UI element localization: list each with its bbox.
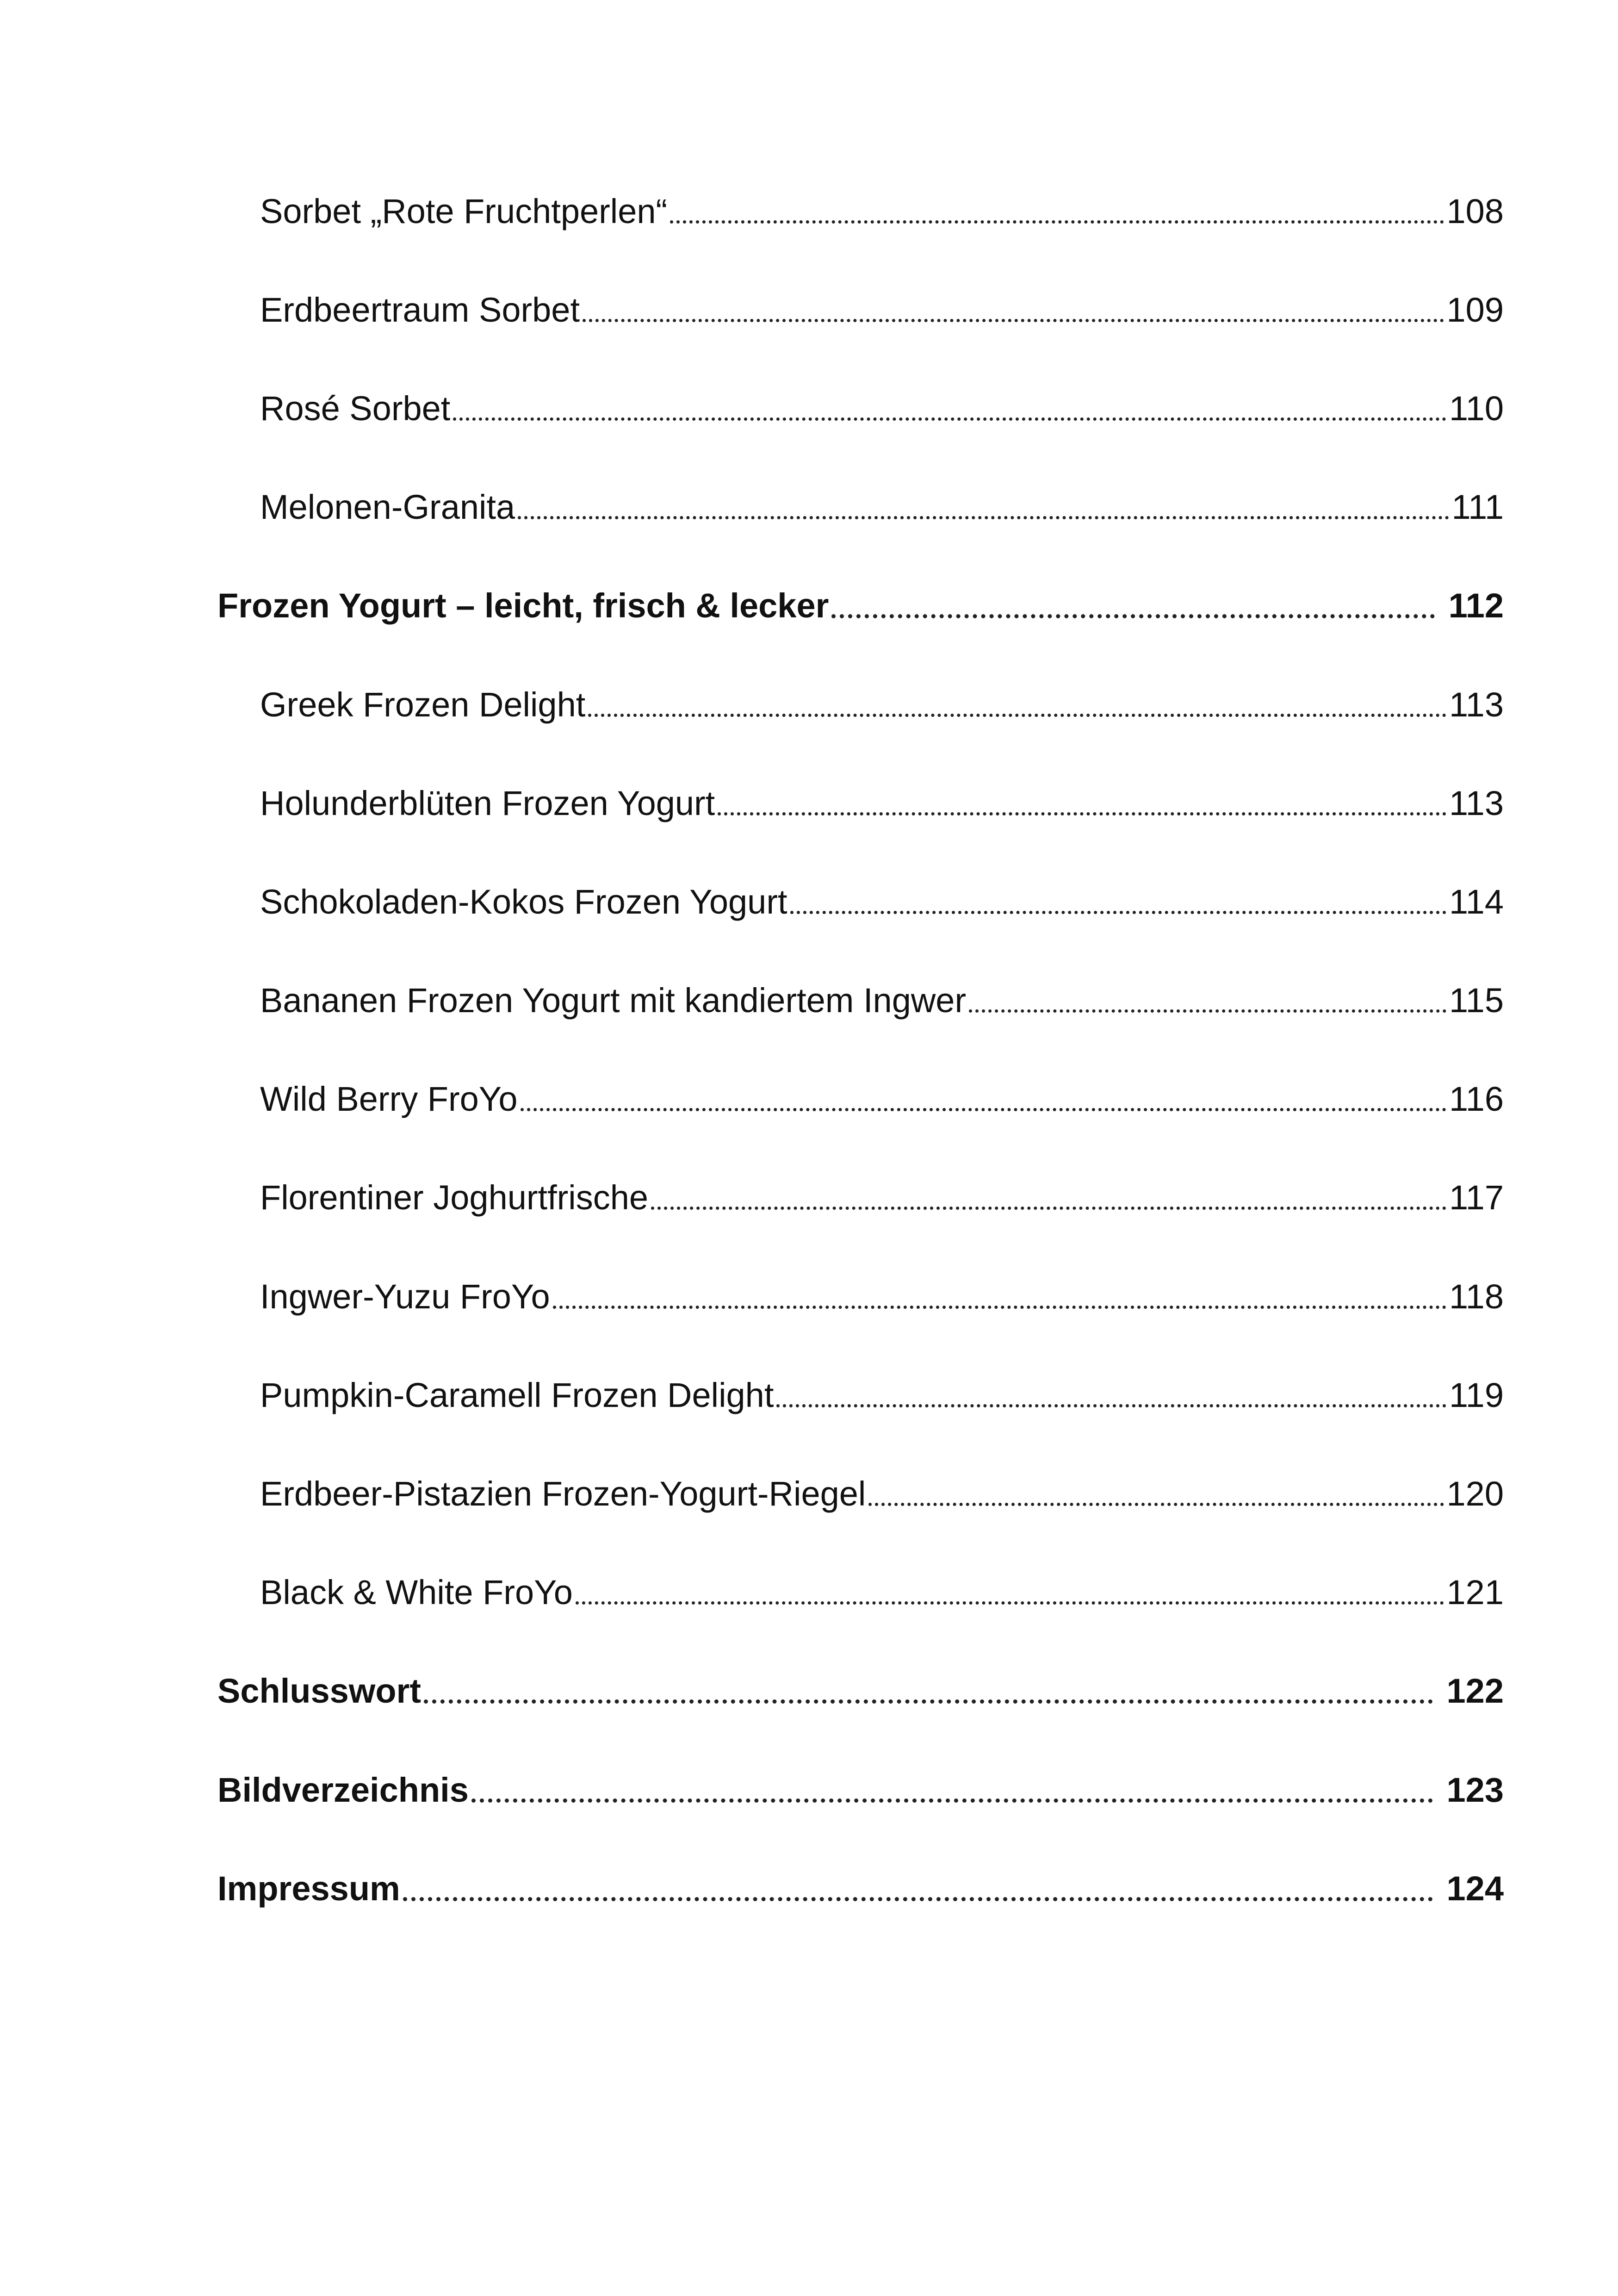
toc-entry-page: 113 [1449, 784, 1504, 822]
toc-chapter-schlusswort[interactable] [217, 1642, 1504, 1741]
toc-entry-schokoladen-kokos-frozen-yogurt[interactable] [217, 852, 1504, 951]
toc-chapter-title: Frozen Yogurt – leicht, frisch & lecker [217, 589, 831, 623]
toc-entry-page: 120 [1446, 1475, 1504, 1513]
toc-entry-greek-frozen-delight[interactable] [217, 655, 1504, 754]
dot-leader [424, 1673, 1433, 1710]
toc-entry-title: Melonen-Granita [260, 490, 518, 524]
toc-entry-title: Erdbeer-Pistazien Frozen-Yogurt-Riegel [260, 1477, 868, 1511]
dot-leader [518, 489, 1449, 526]
toc-entry-page: 118 [1449, 1277, 1504, 1316]
toc-entry-bananen-frozen-yogurt[interactable] [217, 952, 1504, 1050]
toc-entry-page: 109 [1446, 290, 1504, 329]
toc-entry-erdbeer-pistazien-riegel[interactable] [217, 1444, 1504, 1543]
toc-entry-page: 113 [1449, 685, 1504, 724]
toc-entry-title: Erdbeertraum Sorbet [260, 293, 583, 327]
dot-leader [868, 1475, 1444, 1512]
toc-entry-ingwer-yuzu-froyo[interactable] [217, 1247, 1504, 1346]
toc-entry-page: 119 [1449, 1375, 1504, 1414]
toc-entry-page: 117 [1449, 1178, 1504, 1217]
toc-entry-page: 114 [1449, 882, 1504, 921]
toc-entry-sorbet-rote-fruchtperlen[interactable] [217, 162, 1504, 261]
toc-entry-florentiner-joghurtfrische[interactable] [217, 1149, 1504, 1247]
dot-leader [583, 292, 1444, 329]
toc-entry-wild-berry-froyo[interactable] [217, 1050, 1504, 1149]
toc-entry-title: Bananen Frozen Yogurt mit kandiertem Ingwer [260, 983, 969, 1018]
dot-leader [718, 785, 1446, 822]
dot-leader [403, 1870, 1433, 1907]
toc-chapter-bildverzeichnis[interactable] [217, 1741, 1504, 1839]
dot-leader [471, 1772, 1433, 1809]
toc-entry-page: 111 [1451, 488, 1504, 527]
toc-entry-page: 110 [1449, 389, 1504, 428]
toc-chapter-page: 123 [1446, 1770, 1504, 1809]
dot-leader [521, 1081, 1446, 1118]
toc-entry-title: Sorbet „Rote Fruchtperlen“ [260, 194, 670, 229]
toc-entry-melonen-granita[interactable] [217, 458, 1504, 557]
toc-entry-title: Schokoladen-Kokos Frozen Yogurt [260, 885, 790, 919]
toc-chapter-page: 122 [1446, 1672, 1504, 1711]
dot-leader [831, 587, 1434, 624]
dot-leader [670, 193, 1444, 230]
toc-entry-title: Wild Berry FroYo [260, 1082, 521, 1116]
toc-entry-title: Pumpkin-Caramell Frozen Delight [260, 1378, 776, 1412]
toc-chapter-title: Impressum [217, 1872, 403, 1906]
toc-entry-pumpkin-caramell-frozen-delight[interactable] [217, 1346, 1504, 1444]
dot-leader [453, 390, 1446, 427]
toc-entry-page: 108 [1446, 192, 1504, 230]
toc-entry-erdbeertraum-sorbet[interactable] [217, 261, 1504, 359]
toc-entry-page: 121 [1446, 1573, 1504, 1612]
toc-chapter-title: Schlusswort [217, 1674, 424, 1708]
toc-entry-black-white-froyo[interactable] [217, 1543, 1504, 1642]
toc-entry-title: Black & White FroYo [260, 1575, 576, 1610]
toc-entry-title: Florentiner Joghurtfrische [260, 1181, 651, 1215]
toc-chapter-frozen-yogurt[interactable] [217, 557, 1504, 655]
toc-entry-rose-sorbet[interactable] [217, 359, 1504, 458]
toc-entry-title: Holunderblüten Frozen Yogurt [260, 786, 718, 821]
dot-leader [588, 686, 1446, 723]
toc-entry-page: 116 [1449, 1080, 1504, 1119]
dot-leader [651, 1179, 1446, 1216]
toc-entry-title: Rosé Sorbet [260, 392, 453, 426]
toc-chapter-impressum[interactable] [217, 1839, 1504, 1938]
toc-chapter-page: 124 [1446, 1869, 1504, 1908]
toc-entry-title: Ingwer-Yuzu FroYo [260, 1280, 553, 1314]
toc-chapter-title: Bildverzeichnis [217, 1773, 471, 1807]
toc-entry-holunderblueten-frozen-yogurt[interactable] [217, 754, 1504, 852]
dot-leader [776, 1377, 1446, 1414]
dot-leader [576, 1574, 1444, 1611]
toc-entry-title: Greek Frozen Delight [260, 688, 588, 722]
dot-leader [553, 1278, 1446, 1315]
dot-leader [969, 982, 1446, 1019]
toc-chapter-page: 112 [1448, 586, 1504, 625]
table-of-contents [217, 162, 1504, 1938]
toc-entry-page: 115 [1449, 981, 1504, 1020]
dot-leader [790, 884, 1446, 921]
